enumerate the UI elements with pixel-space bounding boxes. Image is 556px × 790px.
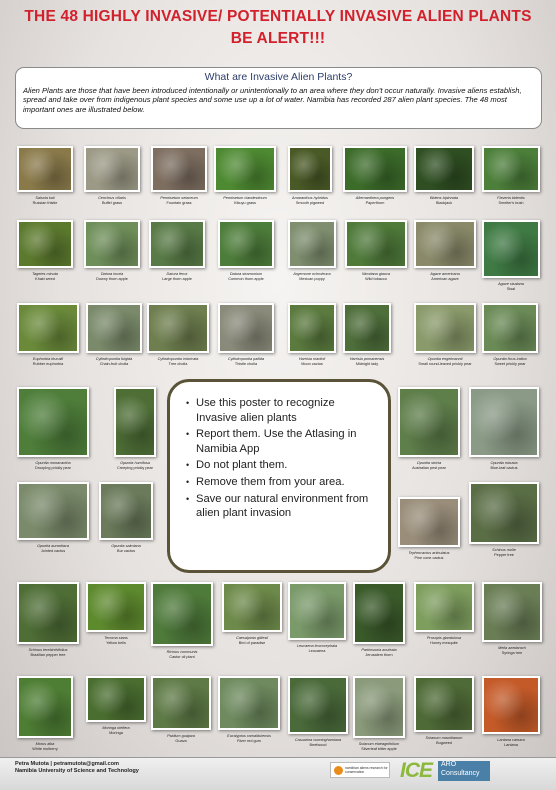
callout-item: • Report them. Use the Atlasing in Namibia App [186, 427, 378, 456]
plant-scientific-name: Opuntia ficus-indica [493, 357, 527, 361]
plant-common-name: Bur cactus [117, 548, 135, 553]
plant-scientific-name: Morus alba [35, 742, 55, 746]
plant-photo [469, 387, 539, 457]
plant-common-name: Fountain grass [166, 200, 192, 205]
plant-scientific-name: Parkinsonia aculeata [361, 648, 397, 652]
plant-caption [478, 357, 542, 366]
plant-scientific-name: Harrisia pomanensis [349, 357, 385, 361]
plant-caption [147, 734, 215, 743]
plant-scientific-name: Opuntia engelmannii [427, 357, 463, 361]
plant-caption [349, 648, 409, 657]
plant-photo [86, 303, 142, 353]
plant-photo [86, 582, 146, 632]
plant-caption [465, 548, 543, 557]
plant-image [153, 148, 205, 190]
plant-image [290, 222, 334, 266]
plant-image [416, 305, 474, 351]
plant-image [400, 389, 458, 455]
plant-caption [13, 272, 77, 281]
plant-common-name: Khaki weed [35, 276, 55, 281]
plant-common-name: Australian pest pear [412, 465, 446, 470]
plant-scientific-name: Eucalyptus camaldulensis [227, 734, 271, 738]
plant-common-name: White mulberry [32, 746, 58, 751]
plant-common-name: Blackjack [435, 200, 453, 205]
plant-photo [84, 146, 140, 192]
plant-common-name: Kikuyu grass [234, 200, 256, 205]
plant-image [19, 305, 77, 351]
plant-photo [482, 220, 540, 278]
plant-caption [82, 726, 150, 735]
plant-caption [410, 357, 480, 366]
plant-caption [341, 272, 411, 281]
plant-scientific-name: Salsola kali [35, 196, 55, 200]
plant-photo [414, 303, 476, 353]
callout-item: • Use this poster to recognize Invasive alien plants [186, 396, 378, 425]
plant-image [153, 584, 211, 644]
plant-photo [343, 303, 391, 353]
plant-common-name: Beefwood [309, 742, 327, 747]
plant-caption [349, 742, 409, 751]
plant-caption [339, 196, 411, 205]
plant-image [484, 222, 538, 276]
plant-image [220, 222, 272, 266]
plant-caption [284, 196, 336, 205]
callout-item: • Remove them from your area. [186, 475, 378, 490]
plant-caption [13, 196, 77, 205]
plant-photo [17, 220, 73, 268]
plant-photo [343, 146, 407, 192]
plant-photo [414, 676, 474, 732]
plant-image [19, 389, 87, 455]
plant-caption [143, 357, 213, 366]
plant-caption [478, 646, 546, 655]
plant-common-name: Guava [175, 738, 187, 743]
plant-scientific-name: Casuarina cunninghamiana [294, 738, 342, 742]
logo1-text: namibian aliens research for conservation [345, 766, 388, 774]
plant-image [19, 678, 71, 736]
poster-title-line1: THE 48 HIGHLY INVASIVE/ POTENTIALLY INVASIVE ALIEN PLANTS [24, 8, 532, 25]
plant-caption [80, 196, 144, 205]
plant-caption [95, 544, 157, 553]
plant-scientific-name: Harrisia martinii [298, 357, 326, 361]
plant-photo [288, 303, 336, 353]
plant-common-name: Russian thistle [32, 200, 58, 205]
plant-photo [288, 146, 332, 192]
plant-scientific-name: Agave sisalana [498, 282, 524, 286]
plant-photo [353, 582, 405, 644]
plant-common-name: Bird of paradise [238, 640, 266, 645]
plant-scientific-name: Tecoma stans [104, 636, 128, 640]
plant-common-name: Honey mesquite [430, 640, 458, 645]
plant-caption [145, 272, 209, 281]
plant-image [355, 584, 403, 642]
plant-photo [398, 387, 460, 457]
plant-common-name: Mexican poppy [299, 276, 325, 281]
plant-common-name: Blue-leaf cactus [490, 465, 518, 470]
plant-photo [414, 582, 474, 632]
contact-name: Petra Mutota | petramutota@gmail.com [15, 761, 119, 767]
plant-image [347, 222, 405, 266]
plant-image [290, 148, 330, 190]
plant-image [345, 305, 389, 351]
plant-caption [284, 738, 352, 747]
plant-common-name: Jointed cactus [40, 548, 66, 553]
plant-common-name: American agave [431, 276, 459, 281]
intro-box [15, 67, 542, 129]
plant-scientific-name: Psidium guajava [167, 734, 195, 738]
plant-caption [13, 544, 93, 553]
plant-caption [214, 272, 278, 281]
plant-image [19, 484, 87, 538]
plant-common-name: Jerusalem thorn [365, 652, 393, 657]
plant-photo [147, 303, 209, 353]
plant-image [290, 678, 346, 732]
footer [0, 757, 556, 790]
plant-scientific-name: Solanum mauritianum [425, 736, 463, 740]
plant-caption [410, 272, 480, 281]
plant-common-name: Sisal [506, 286, 516, 291]
plant-scientific-name: Nicotiana glauca [361, 272, 391, 276]
plant-photo [353, 676, 405, 738]
plant-caption [13, 742, 77, 751]
plant-common-name: Bugweed [436, 740, 452, 745]
plant-common-name: Midnight lady [355, 361, 379, 366]
plant-photo [17, 303, 79, 353]
plant-photo [17, 146, 73, 192]
plant-image [220, 678, 278, 728]
plant-image [345, 148, 405, 190]
logo2-small-text-2: Consultancy [441, 770, 480, 777]
plant-scientific-name: Amaranthus hybridus [292, 196, 328, 200]
plant-scientific-name: Cylindropuntia imbricata [157, 357, 199, 361]
plant-photo [149, 220, 205, 268]
plant-scientific-name: Tagetes minuta [32, 272, 58, 276]
plant-common-name: Yellow bells [106, 640, 126, 645]
plant-common-name: Creeping prickly pear [117, 465, 153, 470]
plant-caption [13, 648, 83, 657]
plant-photo [86, 676, 146, 722]
plant-image [471, 389, 537, 455]
callout-list [186, 396, 378, 521]
plant-photo [218, 220, 274, 268]
plant-caption [13, 357, 83, 366]
plant-caption [478, 196, 544, 205]
plant-scientific-name: Argemone ochroleuca [293, 272, 331, 276]
plant-common-name: Thistle cholla [234, 361, 258, 366]
plant-caption [410, 736, 478, 745]
plant-caption [13, 461, 93, 470]
plant-scientific-name: Leucaena leucocephala [296, 644, 338, 648]
plant-scientific-name: Melia azedarach [498, 646, 526, 650]
plant-common-name: Smooth pigweed [295, 200, 325, 205]
plant-caption [465, 461, 543, 470]
plant-common-name: Chain-fruit cholla [99, 361, 129, 366]
plant-scientific-name: Ricinus communis [166, 650, 198, 654]
plant-common-name: Syringa tree [501, 650, 523, 655]
plant-image [153, 678, 209, 728]
plant-image [86, 222, 138, 266]
plant-image [220, 305, 272, 351]
plant-image [88, 678, 144, 720]
plant-scientific-name: Opuntia monacantha [35, 461, 71, 465]
plant-scientific-name: Pennisetum setaceum [160, 196, 198, 200]
plant-caption [284, 357, 340, 366]
callout-item: • Save our natural environment from alien plant invasion [186, 492, 378, 521]
plant-caption [394, 551, 464, 560]
plant-caption [478, 738, 544, 747]
plant-caption [284, 644, 350, 653]
callout-item: • Do not plant them. [186, 458, 378, 473]
plant-photo [288, 220, 336, 268]
plant-caption [147, 650, 217, 659]
plant-image [19, 148, 71, 190]
plant-common-name: Common thorn apple [228, 276, 264, 281]
plant-common-name: Paperthorn [365, 200, 385, 205]
plant-photo [99, 482, 153, 540]
plant-image [416, 678, 472, 730]
plant-photo [345, 220, 407, 268]
plant-photo [398, 497, 460, 547]
plant-common-name: Sweet prickly pear [494, 361, 526, 366]
plant-caption [147, 196, 211, 205]
plant-scientific-name: Euphorbia tirucalli [32, 357, 64, 361]
plant-common-name: River red gum [237, 738, 261, 743]
plant-scientific-name: Caesalpinia gilliesii [235, 636, 269, 640]
plant-scientific-name: Schinus molle [492, 548, 516, 552]
plant-caption [214, 357, 278, 366]
poster-title-line2: BE ALERT!!! [230, 30, 326, 47]
plant-caption [394, 461, 464, 470]
plant-photo [151, 146, 207, 192]
plant-image [471, 484, 537, 542]
plant-image [416, 584, 472, 630]
plant-common-name: Castor oil plant [169, 654, 195, 659]
plant-photo [151, 582, 213, 646]
plant-photo [218, 676, 280, 730]
plant-common-name: Brazilian pepper tree [30, 652, 66, 657]
intro-text: Alien Plants are those that have been introduced intentionally or unintentionally to an area where they don't occur naturally. Invasive aliens establish, spread and take over from indigenous plant species and some use up a lot of water. Namibia has recorded 287 alien plant species. The 48 most important ones are illustrated below. [23, 86, 522, 114]
plant-scientific-name: Alternanthera pungens [355, 196, 395, 200]
plant-common-name: Moringa [109, 730, 123, 735]
plant-caption [339, 357, 395, 366]
plant-image [86, 148, 138, 190]
plant-caption [410, 196, 478, 205]
plant-common-name: Pepper tree [494, 552, 514, 557]
plant-photo [218, 303, 274, 353]
plant-scientific-name: Cylindropuntia fulgida [95, 357, 133, 361]
plant-caption [80, 272, 144, 281]
plant-common-name: Silverleaf bitter apple [361, 746, 397, 751]
plant-image [101, 484, 151, 538]
plant-scientific-name: Tephrocactus articulatus [408, 551, 450, 555]
plant-photo [222, 582, 282, 632]
plant-scientific-name: Schinus terebinthifolius [28, 648, 68, 652]
plant-common-name: Lantana [504, 742, 518, 747]
plant-caption [214, 734, 284, 743]
plant-image [88, 584, 144, 630]
plant-photo [469, 482, 539, 544]
plant-photo [214, 146, 276, 192]
plant-photo [17, 582, 79, 644]
plant-photo [17, 482, 89, 540]
plant-image [416, 148, 472, 190]
plant-image [88, 305, 140, 351]
plant-image [19, 222, 71, 266]
plant-image [290, 305, 334, 351]
logo2-small-text-1: ARO [441, 761, 457, 768]
plant-photo [17, 676, 73, 738]
plant-caption [82, 357, 146, 366]
plant-image [484, 148, 538, 190]
plant-scientific-name: Opuntia stricta [416, 461, 442, 465]
plant-common-name: Wild tobacco [365, 276, 387, 281]
ice-aro-logo [400, 759, 490, 783]
plant-photo [17, 387, 89, 457]
plant-photo [288, 582, 346, 640]
plant-scientific-name: Cenchrus ciliaris [98, 196, 126, 200]
plant-caption [82, 636, 150, 645]
plant-photo [151, 676, 211, 730]
plant-common-name: Rubber euphorbia [32, 361, 64, 366]
plant-image [19, 584, 77, 642]
callout-box [167, 379, 391, 573]
plant-image [484, 678, 538, 732]
plant-photo [482, 676, 540, 734]
plant-common-name: Moon cactus [301, 361, 323, 366]
plant-common-name: Leucaena [308, 648, 326, 653]
plant-scientific-name: Opuntia aurantiaca [36, 544, 70, 548]
poster-title [0, 6, 556, 50]
namibian-aliens-logo [330, 762, 390, 778]
plant-scientific-name: Flaveria bidentis [497, 196, 525, 200]
plant-caption [284, 272, 340, 281]
plant-scientific-name: Cylindropuntia pallida [227, 357, 265, 361]
plant-scientific-name: Lantana camara [497, 738, 525, 742]
logo-circle-icon [334, 766, 343, 775]
plant-caption [210, 196, 280, 205]
plant-caption [110, 461, 160, 470]
plant-photo [414, 146, 474, 192]
plant-image [116, 389, 154, 455]
plant-photo [482, 303, 538, 353]
plant-image [290, 584, 344, 638]
plant-scientific-name: Moringa oleifera [102, 726, 130, 730]
plant-caption [410, 636, 478, 645]
plant-image [416, 222, 474, 266]
plant-common-name: Drooping prickly pear [35, 465, 71, 470]
plant-photo [482, 146, 540, 192]
plant-scientific-name: Prosopis glandulosa [426, 636, 462, 640]
plant-photo [114, 387, 156, 457]
plant-common-name: Downy thorn apple [96, 276, 128, 281]
plant-photo [84, 220, 140, 268]
contact-org: Namibia University of Science and Technology [15, 768, 139, 774]
plant-photo [482, 582, 542, 642]
plant-image [400, 499, 458, 545]
intro-heading: What are Invasive Alien Plants? [204, 71, 353, 83]
plant-common-name: Tree cholla [168, 361, 188, 366]
logo2-big-text: ICE [400, 759, 433, 782]
plant-scientific-name: Datura ferox [166, 272, 188, 276]
plant-common-name: Large thorn apple [162, 276, 192, 281]
plant-common-name: Smelter's bush [498, 200, 524, 205]
plant-image [484, 584, 540, 640]
plant-caption [218, 636, 286, 645]
plant-scientific-name: Opuntia robusta [490, 461, 518, 465]
plant-caption [478, 282, 544, 291]
plant-scientific-name: Datura inoxia [100, 272, 124, 276]
contact-info [15, 761, 139, 775]
plant-common-name: Buffel grass [102, 200, 122, 205]
plant-photo [414, 220, 476, 268]
plant-image [484, 305, 536, 351]
plant-scientific-name: Pennisetum clandestinum [223, 196, 267, 200]
plant-image [149, 305, 207, 351]
plant-scientific-name: Datura stramonium [229, 272, 263, 276]
plant-image [355, 678, 403, 736]
plant-common-name: Small round-leaved prickly pear [418, 361, 472, 366]
plant-scientific-name: Agave americana [430, 272, 460, 276]
plant-scientific-name: Solanum elaeagnifolium [358, 742, 400, 746]
plant-scientific-name: Opuntia salmiana [111, 544, 141, 548]
plant-scientific-name: Bidens bipinnata [429, 196, 459, 200]
plant-common-name: Pine cone cactus [414, 555, 444, 560]
plant-image [224, 584, 280, 630]
plant-photo [288, 676, 348, 734]
plant-image [216, 148, 274, 190]
plant-image [151, 222, 203, 266]
plant-scientific-name: Opuntia humifusa [120, 461, 150, 465]
